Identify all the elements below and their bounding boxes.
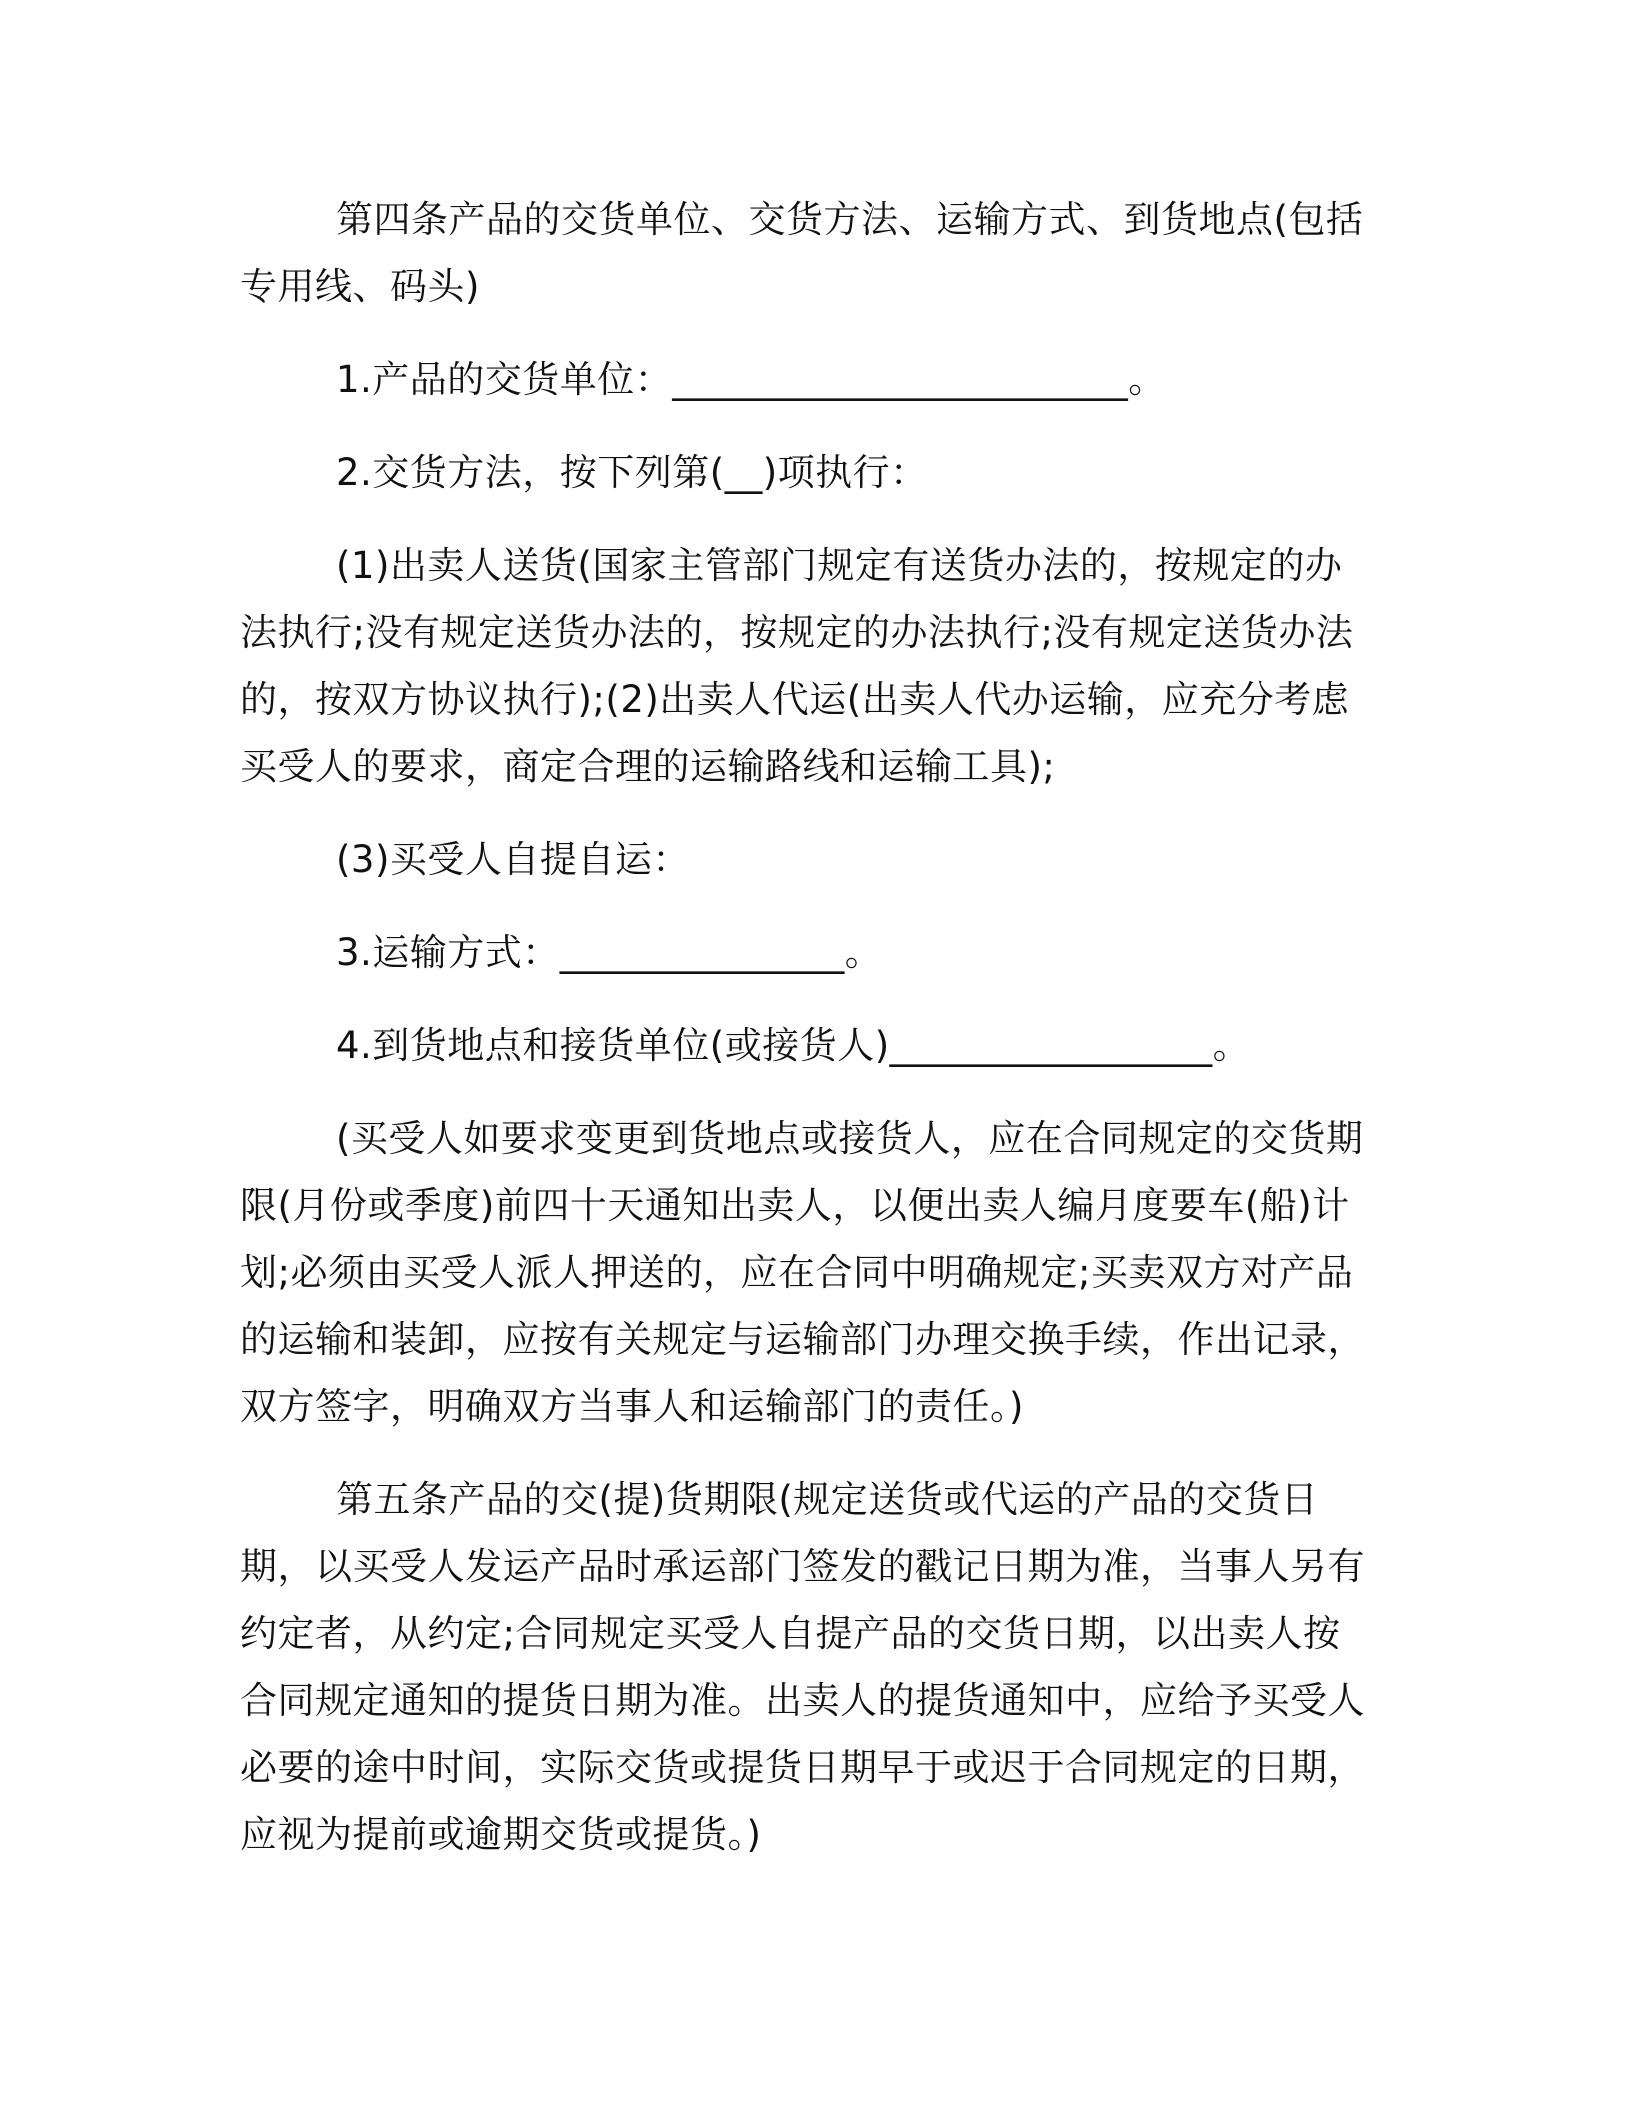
article-4-heading: 第四条产品的交货单位、交货方法、运输方式、到货地点(包括专用线、码头) bbox=[240, 198, 1364, 308]
delivery-method-item: 2.交货方法，按下列第(__)项执行： bbox=[336, 451, 928, 494]
transport-mode-item: 3.运输方式：_______________。 bbox=[336, 931, 883, 974]
self-pickup-option: (3)买受人自提自运： bbox=[336, 838, 690, 881]
delivery-method-options: (1)出卖人送货(国家主管部门规定有送货办法的，按规定的办法执行;没有规定送货办法的，按规定的办法执行;没有规定送货办法的，按双方协议执行);(2)出卖人代运(出卖人代办运输，应充分考虑买受人的要求，商定合理的运输路线和运输工具); bbox=[240, 544, 1354, 788]
arrival-place-item: 4.到货地点和接货单位(或接货人)_________________。 bbox=[336, 1024, 1251, 1067]
article-5-paragraph: 第五条产品的交(提)货期限(规定送货或代运的产品的交货日期，以买受人发运产品时承运部门签发的戳记日期为准，当事人另有约定者，从约定;合同规定买受人自提产品的交货日期，以出卖人按合同规定通知的提货日期为准。出卖人的提货通知中，应给予买受人必要的途中时间，实际交货或提货日期早于或迟于合同规定的日期，应视为提前或逾期交货或提货。) bbox=[240, 1478, 1365, 1856]
document-body bbox=[240, 186, 1370, 1894]
delivery-unit-item: 1.产品的交货单位：________________________。 bbox=[336, 358, 1166, 401]
change-notice-paragraph: (买受人如要求变更到货地点或接货人，应在合同规定的交货期限(月份或季度)前四十天通知出卖人，以便出卖人编月度要车(船)计划;必须由买受人派人押送的，应在合同中明确规定;买卖双方对产品的运输和装卸，应按有关规定与运输部门办理交换手续，作出记录，双方签字，明确双方当事人和运输部门的责任。) bbox=[240, 1117, 1365, 1428]
